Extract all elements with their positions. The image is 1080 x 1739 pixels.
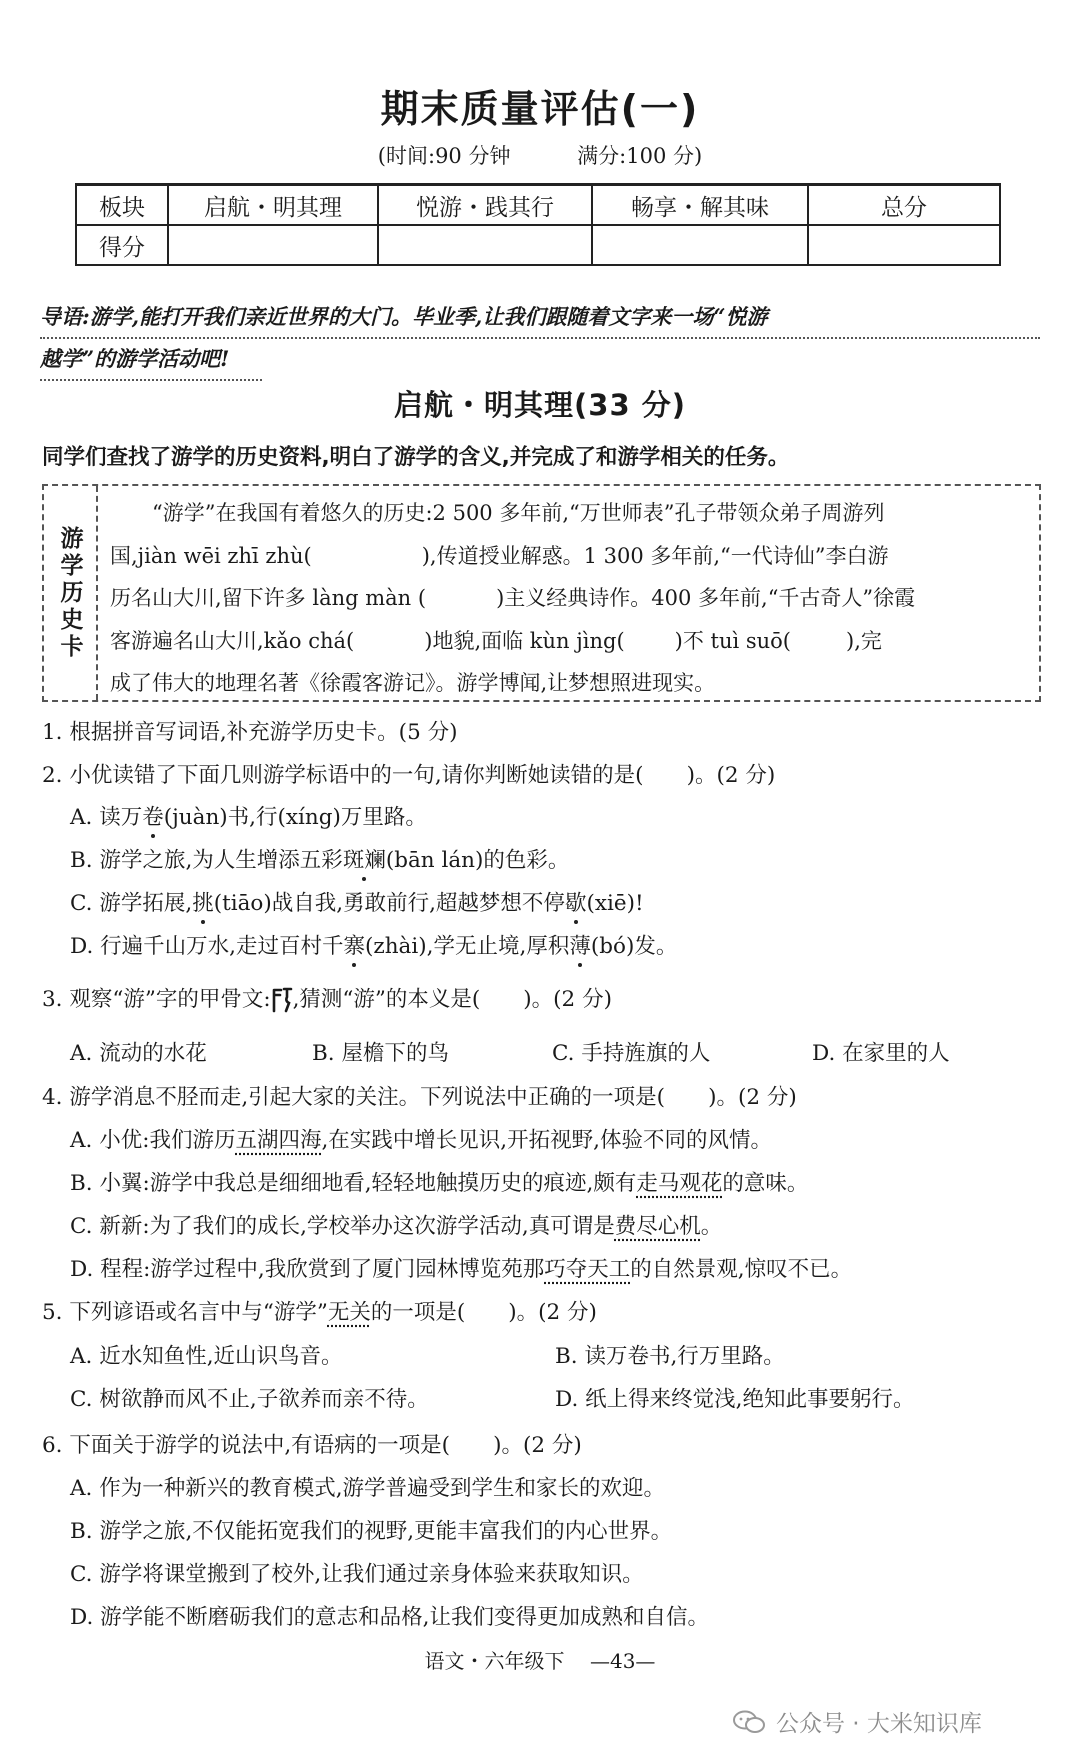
- score-table-cell: 得分: [76, 225, 168, 265]
- question-4: 4. 游学消息不胫而走,引起大家的关注。下列说法中正确的一项是( )。(2 分): [42, 1085, 797, 1110]
- score-table-header-row: [76, 185, 1000, 226]
- q6-option-b[interactable]: B. 游学之旅,不仅能拓宽我们的视野,更能丰富我们的内心世界。: [70, 1519, 673, 1544]
- question-1: 1. 根据拼音写词语,补充游学历史卡。(5 分): [42, 720, 458, 745]
- card-line: [110, 535, 1028, 578]
- question-5: [42, 1295, 1052, 1326]
- intro-line: 导语:游学,能打开我们亲近世界的大门。毕业季,让我们跟随着文字来一场“悦游: [40, 297, 1040, 339]
- watermark-text: 公众号 · 大米知识库: [776, 1711, 982, 1737]
- score-table-cell: 总分: [808, 185, 1000, 226]
- q4-option-c[interactable]: [70, 1209, 722, 1240]
- option-text: ,在实践中增长见识,开拓视野,体验不同的风情。: [321, 1128, 772, 1153]
- option-text: C. 新新:为了我们的成长,学校举办这次游学活动,真可谓是: [70, 1214, 615, 1239]
- footer-subject: 语文・六年级下: [424, 1649, 565, 1673]
- option-text: A. 读万: [70, 805, 143, 830]
- q5-option-b[interactable]: B. 读万卷书,行万里路。: [555, 1344, 785, 1369]
- q6-option-d[interactable]: D. 游学能不断磨砺我们的意志和品格,让我们变得更加成熟和自信。: [70, 1605, 709, 1630]
- option-text: (juàn)书,行(xíng)万里路。: [163, 805, 427, 830]
- page-number: —43—: [589, 1649, 656, 1673]
- option-text: (bó)发。: [590, 934, 678, 959]
- option-text: (zhài),学无止境,厚积: [365, 934, 570, 959]
- wechat-icon: [732, 1710, 766, 1734]
- option-text: (tiāo)战自我,勇敢前行,超越梦想不停: [213, 891, 565, 916]
- score-blank[interactable]: [592, 225, 808, 265]
- card-text-run: 历名山大川,留下许多 làng màn (: [110, 586, 427, 610]
- option-text: (bān lán)的色彩。: [385, 848, 570, 873]
- time-limit: (时间:90 分钟: [377, 144, 511, 168]
- q4-option-b[interactable]: [70, 1166, 808, 1197]
- card-label: 游学历史卡: [56, 525, 83, 661]
- card-text-run: )不 tuì suō(: [674, 628, 792, 653]
- card-text-run: 客游遍名山大川,kǎo chá(: [110, 628, 355, 653]
- question-2: 2. 小优读错了下面几则游学标语中的一句,请你判断她读错的是( )。(2 分): [42, 763, 776, 788]
- emphasis-text: 五湖四海: [235, 1128, 322, 1153]
- card-label-box: [44, 486, 98, 700]
- score-table-score-row: [76, 225, 1000, 265]
- q6-option-c[interactable]: C. 游学将课堂搬到了校外,让我们通过亲身体验来获取知识。: [70, 1562, 644, 1587]
- q5-option-d[interactable]: D. 纸上得来终觉浅,绝知此事要躬行。: [555, 1387, 915, 1412]
- emphasis-char: 寨: [343, 929, 365, 960]
- emphasis-char: 斑斓: [343, 843, 386, 874]
- emphasis-char: 卷: [142, 800, 164, 831]
- intro-text: [40, 297, 1040, 381]
- option-text: 。: [700, 1214, 723, 1239]
- option-text: B. 游学之旅,为人生增添五彩: [70, 848, 343, 873]
- q3-option-a[interactable]: A. 流动的水花: [70, 1041, 207, 1066]
- card-text-run: ),传道授业解惑。1 300 多年前,“一代诗仙”李白游: [421, 543, 889, 568]
- score-table-cell: 悦游・践其行: [378, 185, 592, 226]
- emphasis-text: 费尽心机: [614, 1214, 701, 1239]
- q4-option-d[interactable]: [70, 1252, 852, 1283]
- q3-option-c[interactable]: C. 手持旌旗的人: [552, 1041, 711, 1066]
- oracle-bone-glyph-icon: [271, 987, 293, 1013]
- page-title: 期末质量评估(一): [380, 87, 700, 131]
- q2-option-c[interactable]: [70, 886, 644, 917]
- history-card: [42, 484, 1041, 702]
- question-6: 6. 下面关于游学的说法中,有语病的一项是( )。(2 分): [42, 1433, 582, 1458]
- card-line: “游学”在我国有着悠久的历史:2 500 多年前,“万世师表”孔子带领众弟子周游列: [152, 501, 885, 525]
- option-text: D. 程程:游学过程中,我欣赏到了厦门园林博览苑那: [70, 1257, 545, 1282]
- watermark: [732, 1705, 982, 1738]
- q5-option-c[interactable]: C. 树欲静而风不止,子欲养而亲不待。: [70, 1387, 429, 1412]
- option-text: 的意味。: [722, 1171, 809, 1196]
- emphasis-char: 薄: [569, 929, 591, 960]
- card-line: 成了伟大的地理名著《徐霞客游记》。游学博闻,让梦想照进现实。: [110, 671, 716, 695]
- emphasis-text: 走马观花: [636, 1171, 723, 1196]
- page-footer: [0, 1645, 1080, 1674]
- question-text: ,猜测“游”的本义是( )。(2 分): [292, 987, 612, 1012]
- card-text: [110, 492, 1028, 705]
- card-line: [110, 577, 1028, 620]
- q3-option-d[interactable]: D. 在家里的人: [812, 1041, 950, 1066]
- intro-line: 越学”的游学活动吧!: [40, 339, 262, 381]
- question-text: 5. 下列谚语或名言中与“游学”: [42, 1300, 328, 1325]
- score-blank[interactable]: [378, 225, 592, 265]
- score-table-cell: 启航・明其理: [168, 185, 378, 226]
- option-text: 的自然景观,惊叹不已。: [630, 1257, 853, 1282]
- question-3: [42, 982, 1052, 1013]
- emphasis-char: 歇: [565, 886, 587, 917]
- q3-option-b[interactable]: B. 屋檐下的鸟: [312, 1041, 449, 1066]
- score-blank[interactable]: [168, 225, 378, 265]
- option-text: (xiē)!: [586, 891, 644, 916]
- section-task: 同学们查找了游学的历史资料,明白了游学的含义,并完成了和游学相关的任务。: [42, 445, 790, 470]
- emphasis-text: 巧夺天工: [544, 1257, 631, 1282]
- card-text-run: )地貌,面临 kùn jìng(: [424, 628, 625, 653]
- q2-option-a[interactable]: [70, 800, 427, 831]
- score-blank[interactable]: [808, 225, 1000, 265]
- card-text-run: ),完: [846, 628, 882, 653]
- section-title: 启航・明其理(33 分): [394, 388, 686, 422]
- card-text-run: 国,jiàn wēi zhī zhù(: [110, 543, 312, 568]
- option-text: D. 行遍千山万水,走过百村千: [70, 934, 344, 959]
- option-text: A. 小优:我们游历: [70, 1128, 236, 1153]
- question-text: 3. 观察“游”字的甲骨文:: [42, 987, 271, 1012]
- option-text: B. 小翼:游学中我总是细细地看,轻轻地触摸历史的痕迹,颇有: [70, 1171, 637, 1196]
- q2-option-b[interactable]: [70, 843, 569, 874]
- full-score: 满分:100 分): [577, 144, 703, 168]
- card-line: [110, 620, 1028, 663]
- q6-option-a[interactable]: A. 作为一种新兴的教育模式,游学普遍受到学生和家长的欢迎。: [70, 1476, 666, 1501]
- emphasis-phrase: [235, 1128, 321, 1153]
- q5-option-a[interactable]: A. 近水知鱼性,近山识鸟音。: [70, 1344, 343, 1369]
- emphasis-text: 无关: [327, 1300, 371, 1325]
- q4-option-a[interactable]: [70, 1123, 772, 1154]
- option-text: C. 游学拓展,: [70, 891, 193, 916]
- q2-option-d[interactable]: [70, 929, 677, 960]
- card-text-run: )主义经典诗作。400 多年前,“千古奇人”徐霞: [496, 586, 916, 610]
- score-table-cell: 畅享・解其味: [592, 185, 808, 226]
- question-text: 的一项是( )。(2 分): [370, 1300, 597, 1325]
- exam-info: [0, 140, 1080, 170]
- score-table-cell: 板块: [76, 185, 168, 226]
- score-table: [75, 183, 1001, 266]
- emphasis-char: 挑: [192, 886, 214, 917]
